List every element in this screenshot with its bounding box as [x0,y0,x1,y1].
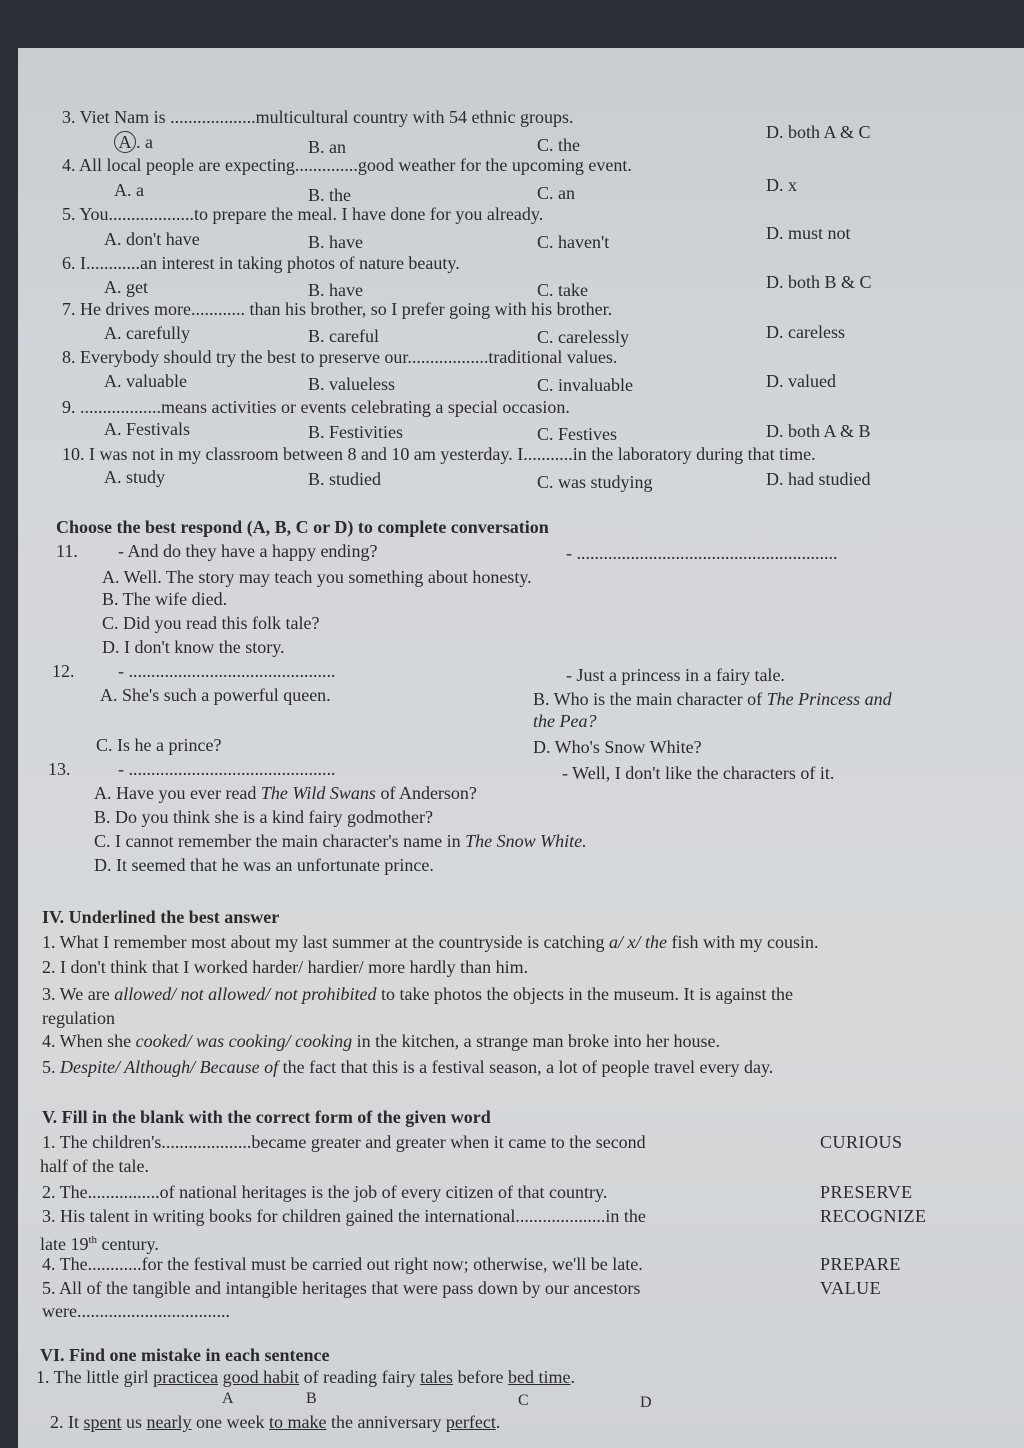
q11-option-d: D. I don't know the story. [102,637,285,657]
sec5-line-5: 5. All of the tangible and intangible heritages that were pass down by our ancestors [42,1278,641,1298]
sec5-line-3: 3. His talent in writing books for children gained the international....................in the [42,1206,646,1226]
q7-option-b: B. careful [308,326,379,346]
sec4-line-5 [42,1056,773,1078]
sec5-l3-text: late 19 [40,1234,89,1254]
word-prepare: PREPARE [820,1254,901,1274]
q10-option-b: B. studied [308,469,382,489]
sec4-line-3-continued: regulation [42,1008,115,1028]
q4-option-c: C. an [537,183,575,203]
sec6-s2-option-a: spent [83,1412,122,1432]
q11-option-a: A. Well. The story may teach you something about honesty. [102,567,532,587]
q7-option-c: C. carelessly [537,327,629,347]
sec4-l5-end: the fact that this is a festival season, a lot of people travel every day. [278,1057,774,1077]
sec6-s2-option-c: to make [268,1412,327,1432]
q9-option-c: C. Festives [537,424,618,444]
sec4-l4-options: cooked/ was cooking/ cooking [135,1031,353,1051]
q12-option-b-title: The Princess and [766,689,892,709]
q3-stem: 3. Viet Nam is ...................multicultural country with 54 ethnic groups. [62,107,574,127]
q13-option-c-title: The Snow White. [465,831,587,851]
q13-response: - Well, I don't like the characters of it. [562,763,835,783]
q13-option-a [94,782,477,804]
section-vi-heading: VI. Find one mistake in each sentence [40,1345,330,1365]
q7-stem: 7. He drives more............ than his brother, so I prefer going with his brother. [62,299,613,319]
sec4-line-4 [42,1030,720,1052]
q10-stem: 10. I was not in my classroom between 8 and 10 am yesterday. I...........in the laboratory during that time. [62,444,816,464]
q13-option-d: D. It seemed that he was an unfortunate prince. [94,855,434,875]
section-v-heading: V. Fill in the blank with the correct form of the given word [42,1107,491,1127]
q7-option-d: D. careless [766,322,845,342]
sec4-line-2: 2. I don't think that I worked harder/ hardier/ more hardly than him. [42,957,529,977]
q9-option-d: D. both A & B [766,421,871,441]
q6-stem: 6. I............an interest in taking photos of nature beauty. [62,253,460,273]
sec6-s1-option-d: bed time [508,1367,571,1387]
sec4-line-1 [42,931,819,953]
conversation-heading: Choose the best respond (A, B, C or D) to complete conversation [56,517,549,537]
q8-option-a: A. valuable [104,371,187,391]
q8-option-b: B. valueless [308,374,395,394]
sec6-s2-option-d: perfect [445,1412,496,1432]
sec6-s1-gap2: of reading fairy [299,1367,421,1387]
q9-stem: 9. ..................means activities or events celebrating a special occasion. [62,397,570,417]
q11-blank: - .......................................................... [566,543,838,563]
q13-option-a-end: of Anderson? [375,783,477,803]
sec6-s1-option-c: tales [420,1367,454,1387]
answer-circle-mark: A [114,131,136,153]
sec4-l1-text: 1. What I remember most about my last summer at the countryside is catching [42,932,610,952]
sec6-s2-end: . [495,1412,501,1432]
sec4-l1-options: a/ x/ the [609,932,668,952]
q13-option-c-text: C. I cannot remember the main character's name in [94,831,466,851]
q13-number: 13. [48,759,71,779]
sec6-s1-text: 1. The little girl [36,1367,154,1387]
sec6-s2-option-b: nearly [146,1412,192,1432]
sec4-l5-text: 5. [42,1057,60,1077]
sec6-sentence-1 [36,1366,575,1388]
sec6-s2-gap3: the anniversary [326,1412,446,1432]
q3-option-a [114,131,153,153]
sec5-l3-end: century. [97,1234,159,1254]
sec6-label-b: B [306,1390,317,1407]
sec6-s1-option-b: good habit [222,1367,300,1387]
sec5-l3-superscript: th [88,1234,98,1246]
word-value: VALUE [820,1278,882,1298]
sec4-l3-end: to take photos the objects in the museum. It is against the [376,984,793,1004]
q12-option-b [533,688,892,710]
sec4-l4-end: in the kitchen, a strange man broke into her house. [352,1031,721,1051]
q13-blank: - .............................................. [118,759,336,779]
q13-option-a-title: The Wild Swans [260,783,376,803]
q6-option-d: D. both B & C [766,272,872,292]
q12-option-c: C. Is he a prince? [96,735,222,755]
q5-stem: 5. You...................to prepare the meal. I have done for you already. [62,204,544,224]
q10-option-d: D. had studied [766,469,871,489]
sec6-s2-gap2: one week [191,1412,269,1432]
word-preserve: PRESERVE [820,1182,913,1202]
sec6-s1-end: . [570,1367,576,1387]
q10-option-c: C. was studying [537,472,653,492]
sec6-label-c: C [518,1392,529,1409]
section-iv-heading: IV. Underlined the best answer [42,907,280,927]
q3-option-d: D. both A & C [766,122,871,142]
q4-option-d: D. x [766,175,797,195]
sec5-line-1: 1. The children's....................became greater and greater when it came to the second [42,1132,646,1152]
q3-option-c: C. the [537,135,580,155]
q5-option-d: D. must not [766,223,851,243]
sec6-sentence-2 [50,1411,500,1433]
q12-number: 12. [52,661,75,681]
q8-option-c: C. invaluable [537,375,633,395]
sec6-s1-gap3: before [453,1367,509,1387]
q3-option-b: B. an [308,137,346,157]
sec5-line-1-continued: half of the tale. [40,1156,149,1176]
q6-option-a: A. get [104,277,148,297]
q6-option-b: B. have [308,280,363,300]
q12-blank: - .............................................. [118,661,336,681]
q12-option-b-continued: the Pea? [533,711,597,731]
word-recognize: RECOGNIZE [820,1206,927,1226]
sec6-s2-text: 2. It [50,1412,84,1432]
q12-option-a: A. She's such a powerful queen. [100,685,331,705]
sec6-label-a: A [222,1390,234,1407]
sec6-label-d: D [640,1394,652,1411]
sec4-l5-options: Despite/ Although/ Because of [60,1057,279,1077]
word-curious: CURIOUS [820,1132,903,1152]
q13-option-a-text: A. Have you ever read [94,783,261,803]
q10-option-a: A. study [104,467,166,487]
q11-number: 11. [56,541,78,561]
q13-option-b: B. Do you think she is a kind fairy godmother? [94,807,433,827]
q5-option-b: B. have [308,232,363,252]
q12-response: - Just a princess in a fairy tale. [566,665,785,685]
sec4-l3-text: 3. We are [42,984,115,1004]
q9-option-a: A. Festivals [104,419,191,439]
sec4-l4-text: 4. When she [42,1031,136,1051]
q12-option-b-text: B. Who is the main character of [533,689,767,709]
sec5-line-5-continued: were.................................. [42,1301,230,1321]
q5-option-a: A. don't have [104,229,200,249]
q6-option-c: C. take [537,280,588,300]
q4-stem: 4. All local people are expecting..............good weather for the upcoming event. [62,155,632,175]
q11-option-c: C. Did you read this folk tale? [102,613,320,633]
sec5-line-2: 2. The................of national heritages is the job of every citizen of that country. [42,1182,608,1202]
q3-a-text: . a [136,132,153,152]
sec6-s2-gap1: us [121,1412,147,1432]
q4-option-a: A. a [114,180,144,200]
q11-option-b: B. The wife died. [102,589,228,609]
sec5-line-4: 4. The............for the festival must be carried out right now; otherwise, we'll be late. [42,1254,643,1274]
sec4-l1-end: fish with my cousin. [667,932,819,952]
q5-option-c: C. haven't [537,232,610,252]
q8-option-d: D. valued [766,371,836,391]
sec4-line-3 [42,983,793,1005]
sec5-line-3-continued [40,1229,159,1255]
q13-option-c [94,830,587,852]
sec6-s1-option-a: practicea [153,1367,219,1387]
q12-option-d: D. Who's Snow White? [533,737,702,757]
sec4-l3-options: allowed/ not allowed/ not prohibited [114,984,377,1004]
q4-option-b: B. the [308,185,351,205]
q7-option-a: A. carefully [104,323,190,343]
q11-prompt: - And do they have a happy ending? [118,541,378,561]
q9-option-b: B. Festivities [308,422,404,442]
q8-stem: 8. Everybody should try the best to preserve our..................traditional values. [62,347,618,367]
